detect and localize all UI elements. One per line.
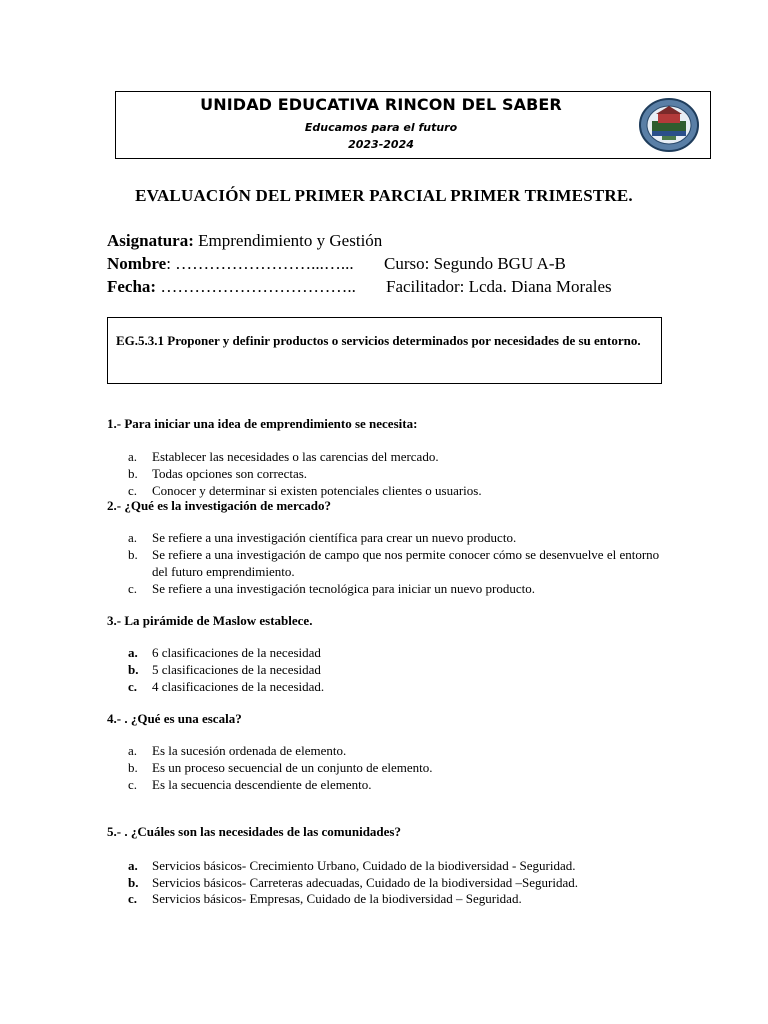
subject-value: Emprendimiento y Gestión bbox=[193, 231, 383, 250]
school-motto: Educamos para el futuro bbox=[304, 121, 458, 134]
course-line bbox=[384, 254, 566, 274]
learning-objective: EG.5.3.1 Proponer y definir productos o servicios determinados por necesidades de su entorno. bbox=[107, 317, 662, 384]
question-1: 1.- Para iniciar una idea de emprendimiento se necesita: bbox=[107, 416, 418, 431]
option-letter: c. bbox=[128, 483, 138, 498]
option-letter: c. bbox=[128, 777, 138, 792]
option-text: Se refiere a una investigación científica para crear un nuevo producto. bbox=[152, 530, 517, 545]
facilitator-line: Facilitador: Lcda. Diana Morales bbox=[386, 277, 612, 296]
exam-title: EVALUACIÓN DEL PRIMER PARCIAL PRIMER TRIMESTRE. bbox=[135, 186, 633, 205]
option-text: 4 clasificaciones de la necesidad. bbox=[152, 679, 325, 694]
subject-line bbox=[107, 231, 382, 251]
option-letter: a. bbox=[128, 645, 138, 660]
option-letter: c. bbox=[128, 891, 138, 906]
name-line bbox=[107, 254, 354, 274]
option-letter: a. bbox=[128, 449, 138, 464]
option-text: Todas opciones son correctas. bbox=[152, 466, 308, 481]
option-text: Es un proceso secuencial de un conjunto de elemento. bbox=[152, 760, 433, 775]
date-label: Fecha: bbox=[107, 277, 157, 296]
option-letter: a. bbox=[128, 858, 138, 873]
option-letter: c. bbox=[128, 581, 138, 596]
option-letter: b. bbox=[128, 547, 138, 562]
option-letter: b. bbox=[128, 875, 139, 890]
school-year: 2023-2024 bbox=[348, 138, 414, 151]
option-text: Servicios básicos- Carreteras adecuadas, Cuidado de la biodiversidad –Seguridad. bbox=[152, 875, 578, 890]
option-text: Es la secuencia descendiente de elemento. bbox=[152, 777, 372, 792]
option-text: Servicios básicos- Crecimiento Urbano, Cuidado de la biodiversidad - Seguridad. bbox=[152, 858, 576, 873]
name-value: : ……………………...…... bbox=[166, 254, 354, 273]
question-4: 4.- . ¿Qué es una escala? bbox=[107, 711, 242, 726]
course-label: Curso: bbox=[384, 254, 430, 273]
date-value: …………………………….. bbox=[156, 277, 356, 296]
option-text: 5 clasificaciones de la necesidad bbox=[152, 662, 321, 677]
question-5: 5.- . ¿Cuáles son las necesidades de las comunidades? bbox=[107, 824, 401, 839]
question-3: 3.- La pirámide de Maslow establece. bbox=[107, 613, 313, 628]
date-line bbox=[107, 277, 356, 297]
option-letter: a. bbox=[128, 743, 138, 758]
option-text: Conocer y determinar si existen potenciales clientes o usuarios. bbox=[152, 483, 482, 498]
option-text: Se refiere a una investigación tecnológica para iniciar un nuevo producto. bbox=[152, 581, 535, 596]
name-label: Nombre bbox=[107, 254, 167, 273]
question-2: 2.- ¿Qué es la investigación de mercado? bbox=[107, 498, 331, 513]
option-letter: b. bbox=[128, 466, 138, 481]
school-seal-logo bbox=[638, 97, 700, 153]
school-name: UNIDAD EDUCATIVA RINCON DEL SABER bbox=[200, 95, 562, 114]
course-value: Segundo BGU A-B bbox=[429, 254, 566, 273]
option-letter: b. bbox=[128, 760, 138, 775]
school-header bbox=[115, 91, 711, 159]
option-text: 6 clasificaciones de la necesidad bbox=[152, 645, 321, 660]
option-letter: c. bbox=[128, 679, 138, 694]
option-text: Se refiere a una investigación de campo que nos permite conocer cómo se desenvuelve el entorno del futuro emprendimiento. bbox=[152, 547, 660, 579]
option-letter: a. bbox=[128, 530, 138, 545]
option-letter: b. bbox=[128, 662, 139, 677]
subject-label: Asignatura: bbox=[107, 231, 194, 250]
option-text: Servicios básicos- Empresas, Cuidado de la biodiversidad – Seguridad. bbox=[152, 891, 522, 906]
option-text: Es la sucesión ordenada de elemento. bbox=[152, 743, 347, 758]
option-text: Establecer las necesidades o las carencias del mercado. bbox=[152, 449, 439, 464]
